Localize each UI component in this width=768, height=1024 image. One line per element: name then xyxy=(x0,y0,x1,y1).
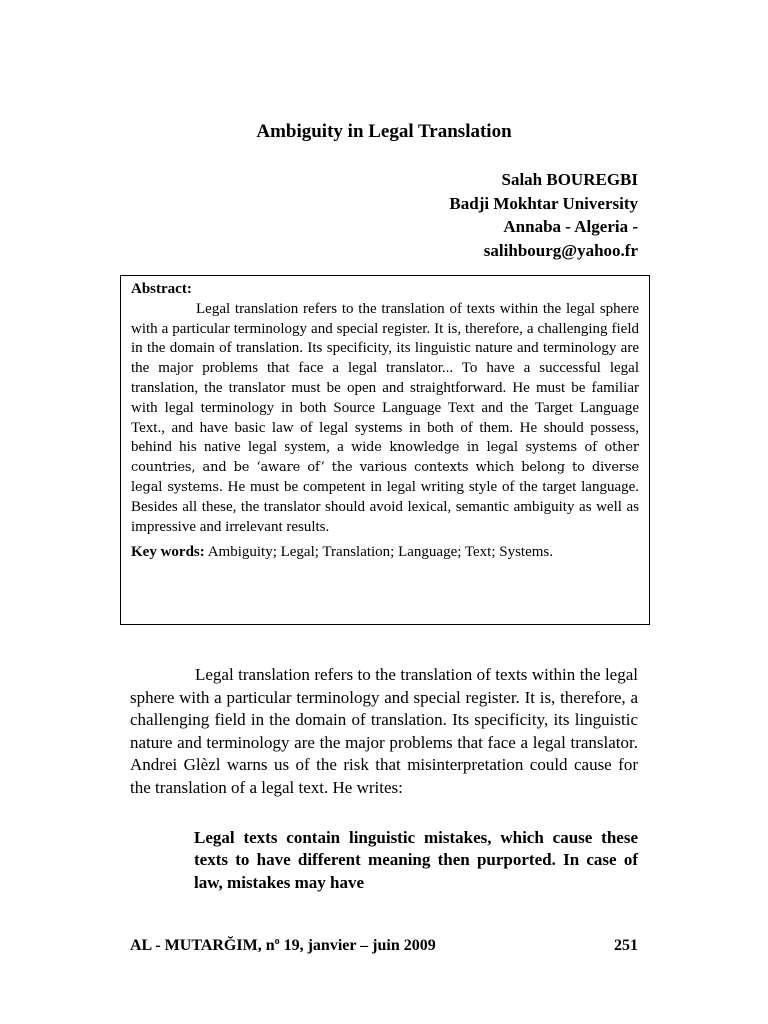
abstract-heading: Abstract: xyxy=(131,281,192,297)
author-block xyxy=(449,168,638,262)
abstract-text-part3: He must be competent in legal writing style of the target language. Besides all these, the translator should avoid lexical, semantic ambiguity as well as impressive and irrelevant results. xyxy=(131,478,640,535)
issue-info: 19, janvier – juin 2009 xyxy=(279,937,436,954)
abstract-box xyxy=(120,275,650,625)
abstract-text-part2: wide knowledge in legal systems of other countries, and be ‘aware of’ the various contexts which belong to diverse legal systems. xyxy=(131,440,639,495)
abstract-text xyxy=(131,300,639,538)
page-footer xyxy=(130,937,638,955)
issue-superscript: o xyxy=(274,936,280,947)
author-location: Annaba - Algeria - xyxy=(503,217,638,236)
abstract-text-part1: Legal translation refers to the translation of texts within the legal sphere with a particular terminology and special register. It is, therefore, a challenging field in the domain of translation. Its specificity, its linguistic nature and terminology are the major problems that face a legal translator... To have a successful legal translation, the translator must be open and straightforward. He must be familiar with legal terminology in both Source Language Text and the Target Language Text., and have basic law of legal systems in both of them. He should possess, behind his native legal system, a xyxy=(131,300,639,456)
journal-name: AL - MUTARĞIM, n xyxy=(130,937,275,954)
journal-citation xyxy=(130,937,436,955)
keywords-label: Key words: xyxy=(131,544,205,561)
page-number: 251 xyxy=(614,937,638,954)
author-name: Salah BOUREGBI xyxy=(501,170,638,189)
keywords-list: Ambiguity; Legal; Translation; Language; Text; Systems. xyxy=(207,544,554,561)
body-paragraph: Legal translation refers to the translation of texts within the legal sphere with a particular terminology and special register. It is, therefore, a challenging field in the domain of translation. Its specificity, its linguistic nature and terminology are the major problems that face a legal translator. Andrei Glèzl warns us of the risk that misinterpretation could cause for the translation of a legal text. He writes: xyxy=(130,665,638,797)
author-email: salihbourg@yahoo.fr xyxy=(483,240,638,260)
author-affiliation: Badji Mokhtar University xyxy=(449,193,638,213)
paper-title: Ambiguity in Legal Translation xyxy=(256,121,512,142)
block-quote: Legal texts contain linguistic mistakes, which cause these texts to have different meaning then purported. In case of law, mistakes may have xyxy=(194,828,638,892)
keywords xyxy=(131,543,639,563)
